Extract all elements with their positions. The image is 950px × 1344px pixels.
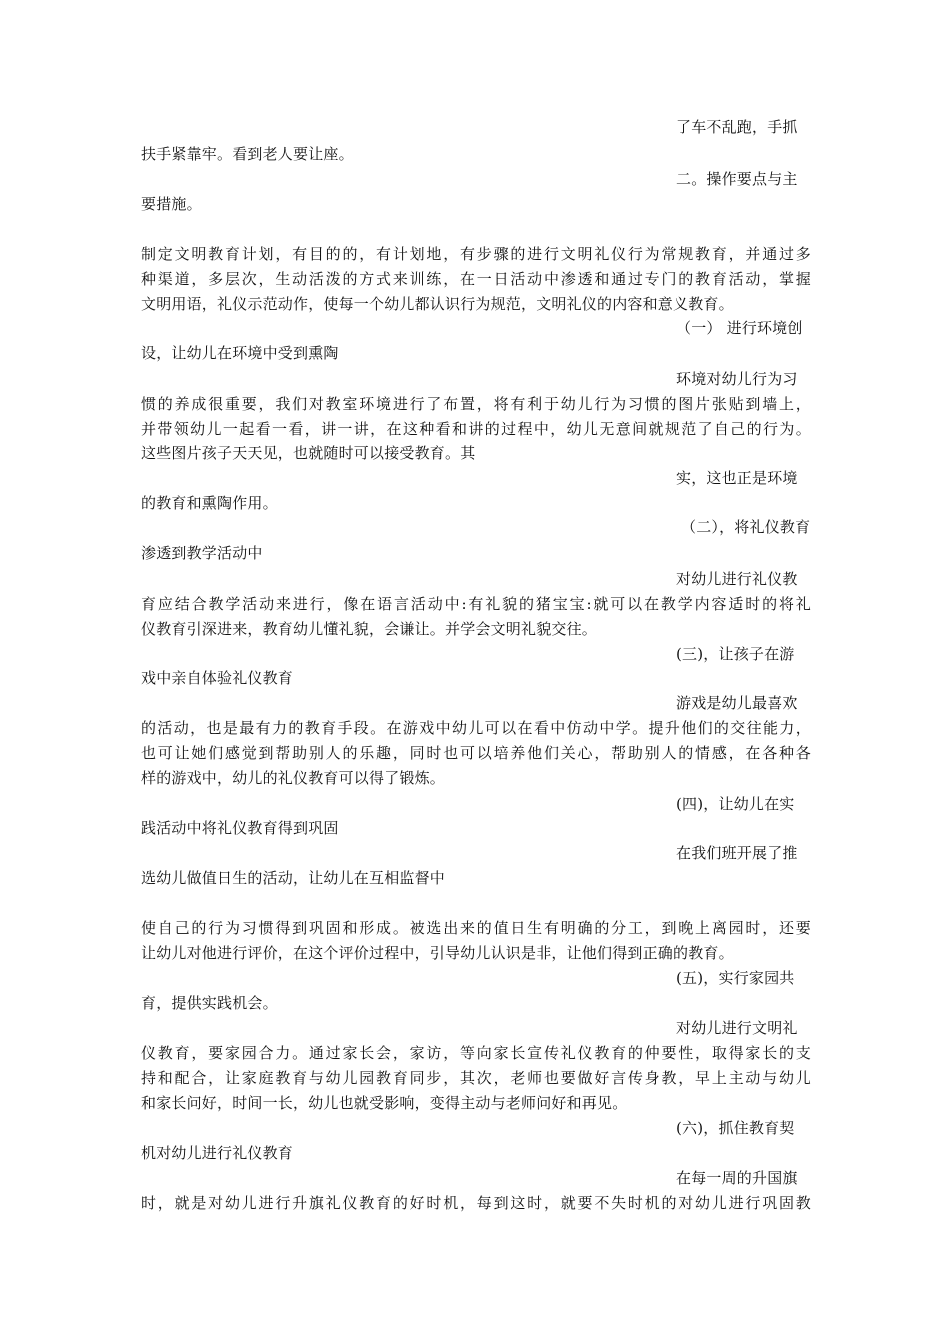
text-line: 实，这也正是环境 bbox=[676, 469, 798, 487]
text-line: (三)，让孩子在游 bbox=[676, 645, 795, 663]
text-line: 机对幼儿进行礼仪教育 bbox=[141, 1144, 294, 1162]
text-line: 了车不乱跑，手抓 bbox=[676, 118, 798, 136]
text-line: 制定文明教育计划，有目的的，有计划地，有步骤的进行文明礼仪行为常规教育，并通过多 bbox=[141, 245, 811, 263]
text-line: 选幼儿做值日生的活动，让幼儿在互相监督中 bbox=[141, 869, 446, 887]
text-line: 仪教育引深进来，教育幼儿懂礼貌，会谦让。并学会文明礼貌交往。 bbox=[141, 620, 598, 638]
text-line: （二），将礼仪教育 bbox=[681, 518, 811, 536]
text-line: 持和配合，让家庭教育与幼儿园教育同步，其次，老师也要做好言传身教，早上主动与幼儿 bbox=[141, 1069, 811, 1087]
text-line: 践活动中将礼仪教育得到巩固 bbox=[141, 819, 339, 837]
text-line: 样的游戏中，幼儿的礼仪教育可以得了锻炼。 bbox=[141, 769, 446, 787]
text-line: 和家长问好，时间一长，幼儿也就受影响，变得主动与老师问好和再见。 bbox=[141, 1094, 628, 1112]
text-line: 对幼儿进行礼仪教 bbox=[676, 570, 798, 588]
text-line: 时，就是对幼儿进行升旗礼仪教育的好时机，每到这时，就要不失时机的对幼儿进行巩固教 bbox=[141, 1194, 811, 1212]
text-line: 育，提供实践机会。 bbox=[141, 994, 278, 1012]
text-line: 育应结合教学活动来进行，像在语言活动中:有礼貌的猪宝宝:就可以在教学内容适时的将礼 bbox=[141, 595, 811, 613]
text-line: 并带领幼儿一起看一看，讲一讲，在这种看和讲的过程中，幼儿无意间就规范了自己的行为。 bbox=[141, 420, 811, 438]
text-line: 文明用语，礼仪示范动作，使每一个幼儿都认识行为规范，文明礼仪的内容和意义教育。 bbox=[141, 295, 734, 313]
text-line: (五)，实行家园共 bbox=[676, 969, 795, 987]
text-line: 使自己的行为习惯得到巩固和形成。被选出来的值日生有明确的分工，到晚上离园时，还要 bbox=[141, 919, 811, 937]
text-line: 惯的养成很重要，我们对教室环境进行了布置，将有利于幼儿行为习惯的图片张贴到墙上， bbox=[141, 395, 811, 413]
text-line: 戏中亲自体验礼仪教育 bbox=[141, 669, 294, 687]
text-line: 让幼儿对他进行评价，在这个评价过程中，引导幼儿认识是非，让他们得到正确的教育。 bbox=[141, 944, 734, 962]
text-line: 扶手紧靠牢。看到老人要让座。 bbox=[141, 145, 354, 163]
text-line: （一） 进行环境创 bbox=[676, 319, 803, 337]
text-line: 对幼儿进行文明礼 bbox=[676, 1019, 798, 1037]
text-line: (四)，让幼儿在实 bbox=[676, 795, 795, 813]
text-line: 种渠道，多层次，生动活泼的方式来训练，在一日活动中渗透和通过专门的教育活动，掌握 bbox=[141, 270, 811, 288]
text-line: 环境对幼儿行为习 bbox=[676, 370, 798, 388]
text-line: 渗透到教学活动中 bbox=[141, 544, 263, 562]
text-line: 设，让幼儿在环境中受到熏陶 bbox=[141, 344, 339, 362]
text-line: 在我们班开展了推 bbox=[676, 844, 798, 862]
text-line: 要措施。 bbox=[141, 195, 202, 213]
text-line: 二。操作要点与主 bbox=[676, 170, 798, 188]
text-line: 仪教育，要家园合力。通过家长会，家访，等向家长宣传礼仪教育的仲要性，取得家长的支 bbox=[141, 1044, 811, 1062]
text-line: 在每一周的升国旗 bbox=[676, 1169, 798, 1187]
text-line: 游戏是幼儿最喜欢 bbox=[676, 694, 798, 712]
text-line: 的活动，也是最有力的教育手段。在游戏中幼儿可以在看中仿动中学。提升他们的交往能力， bbox=[141, 719, 811, 737]
text-line: (六)，抓住教育契 bbox=[676, 1119, 795, 1137]
text-line: 的教育和熏陶作用。 bbox=[141, 494, 278, 512]
text-line: 也可让她们感觉到帮助别人的乐趣，同时也可以培养他们关心，帮助别人的情感，在各种各 bbox=[141, 744, 811, 762]
text-line: 这些图片孩子天天见，也就随时可以接受教育。其 bbox=[141, 444, 476, 462]
